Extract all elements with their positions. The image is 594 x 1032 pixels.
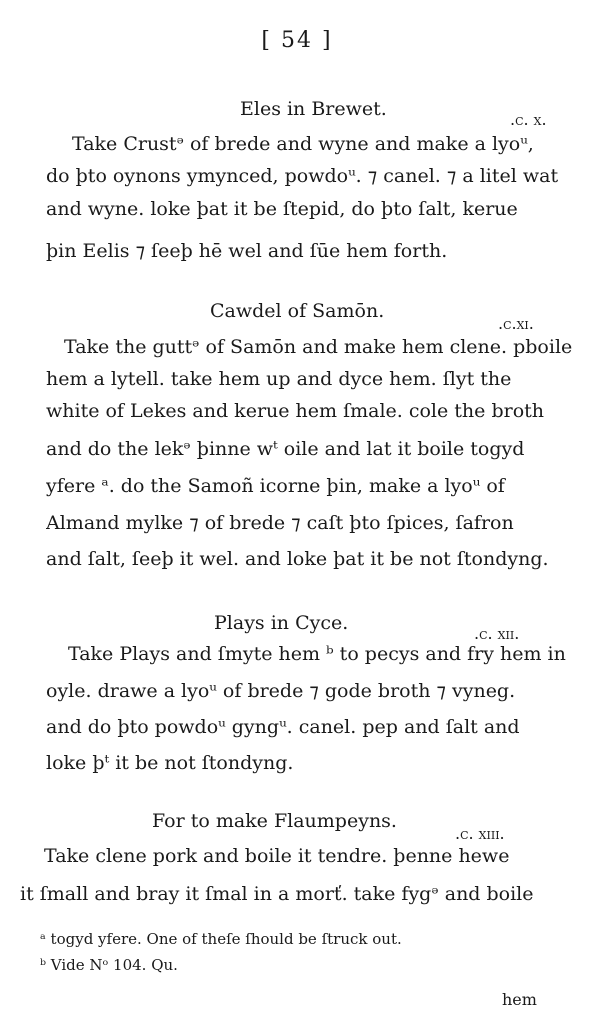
text-line: loke þᵗ it be not ſtondyng. [46,752,294,774]
text-line: oyle. drawe a lyoᵘ of brede ⁊ gode broth ⁊ vyneg. [46,680,516,702]
section-number: .c. xii. [474,624,520,643]
text-line: yfere ᵃ. do the Samoñ icorne þin, make a lyoᵘ of [46,475,505,497]
text-line: Almand mylke ⁊ of brede ⁊ caſt þto ſpices, ſafron [46,512,514,534]
text-line: and do the lekᵊ þinne wᵗ oile and lat it boile togyd [46,438,525,460]
text-line: and ſalt, ſeeþ it wel. and loke þat it be not ſtondyng. [46,548,549,570]
text-line: þin Eelis ⁊ ſeeþ hē wel and ſūe hem forth. [46,240,448,262]
catchword: hem [502,990,537,1009]
page-number: [ 54 ] [261,28,333,53]
section-title-eles-in-brewet: Eles in Brewet. [240,98,387,120]
text-line: it ſmall and bray it ſmal in a morť. take fygᵊ and boile [20,883,534,905]
text-line: do þto oynons ymynced, powdoᵘ. ⁊ canel. ⁊ a litel wat [46,165,559,187]
text-line: Take Plays and ſmyte hem ᵇ to pecys and fry hem in [68,643,566,665]
section-number: .c. x. [510,110,547,129]
text-line: Take clene pork and boile it tendre. þenne hewe [44,845,510,867]
text-line: hem a lytell. take hem up and dyce hem. ſlyt the [46,368,512,390]
footnote-a: ᵃ togyd yfere. One of theſe ſhould be ſtruck out. [40,930,402,948]
text-line: and wyne. loke þat it be ſtepid, do þto ſalt, kerue [46,198,518,220]
section-title-flaumpeyns: For to make Flaumpeyns. [152,810,397,832]
section-title-plays-in-cyce: Plays in Cyce. [214,612,349,634]
text-line: Take Crustᵊ of brede and wyne and make a lyoᵘ, [72,133,534,155]
section-number: .c. xiii. [455,824,505,843]
text-line: Take the guttᵊ of Samōn and make hem clene. pboile [64,336,573,358]
text-line: and do þto powdoᵘ gyngᵘ. canel. pep and ſalt and [46,716,520,738]
section-title-cawdel-of-samon: Cawdel of Samōn. [210,300,385,322]
text-line: white of Lekes and kerue hem ſmale. cole the broth [46,400,545,422]
section-number: .c.xi. [498,314,534,333]
footnote-b: ᵇ Vide Nᵒ 104. Qu. [40,956,178,974]
